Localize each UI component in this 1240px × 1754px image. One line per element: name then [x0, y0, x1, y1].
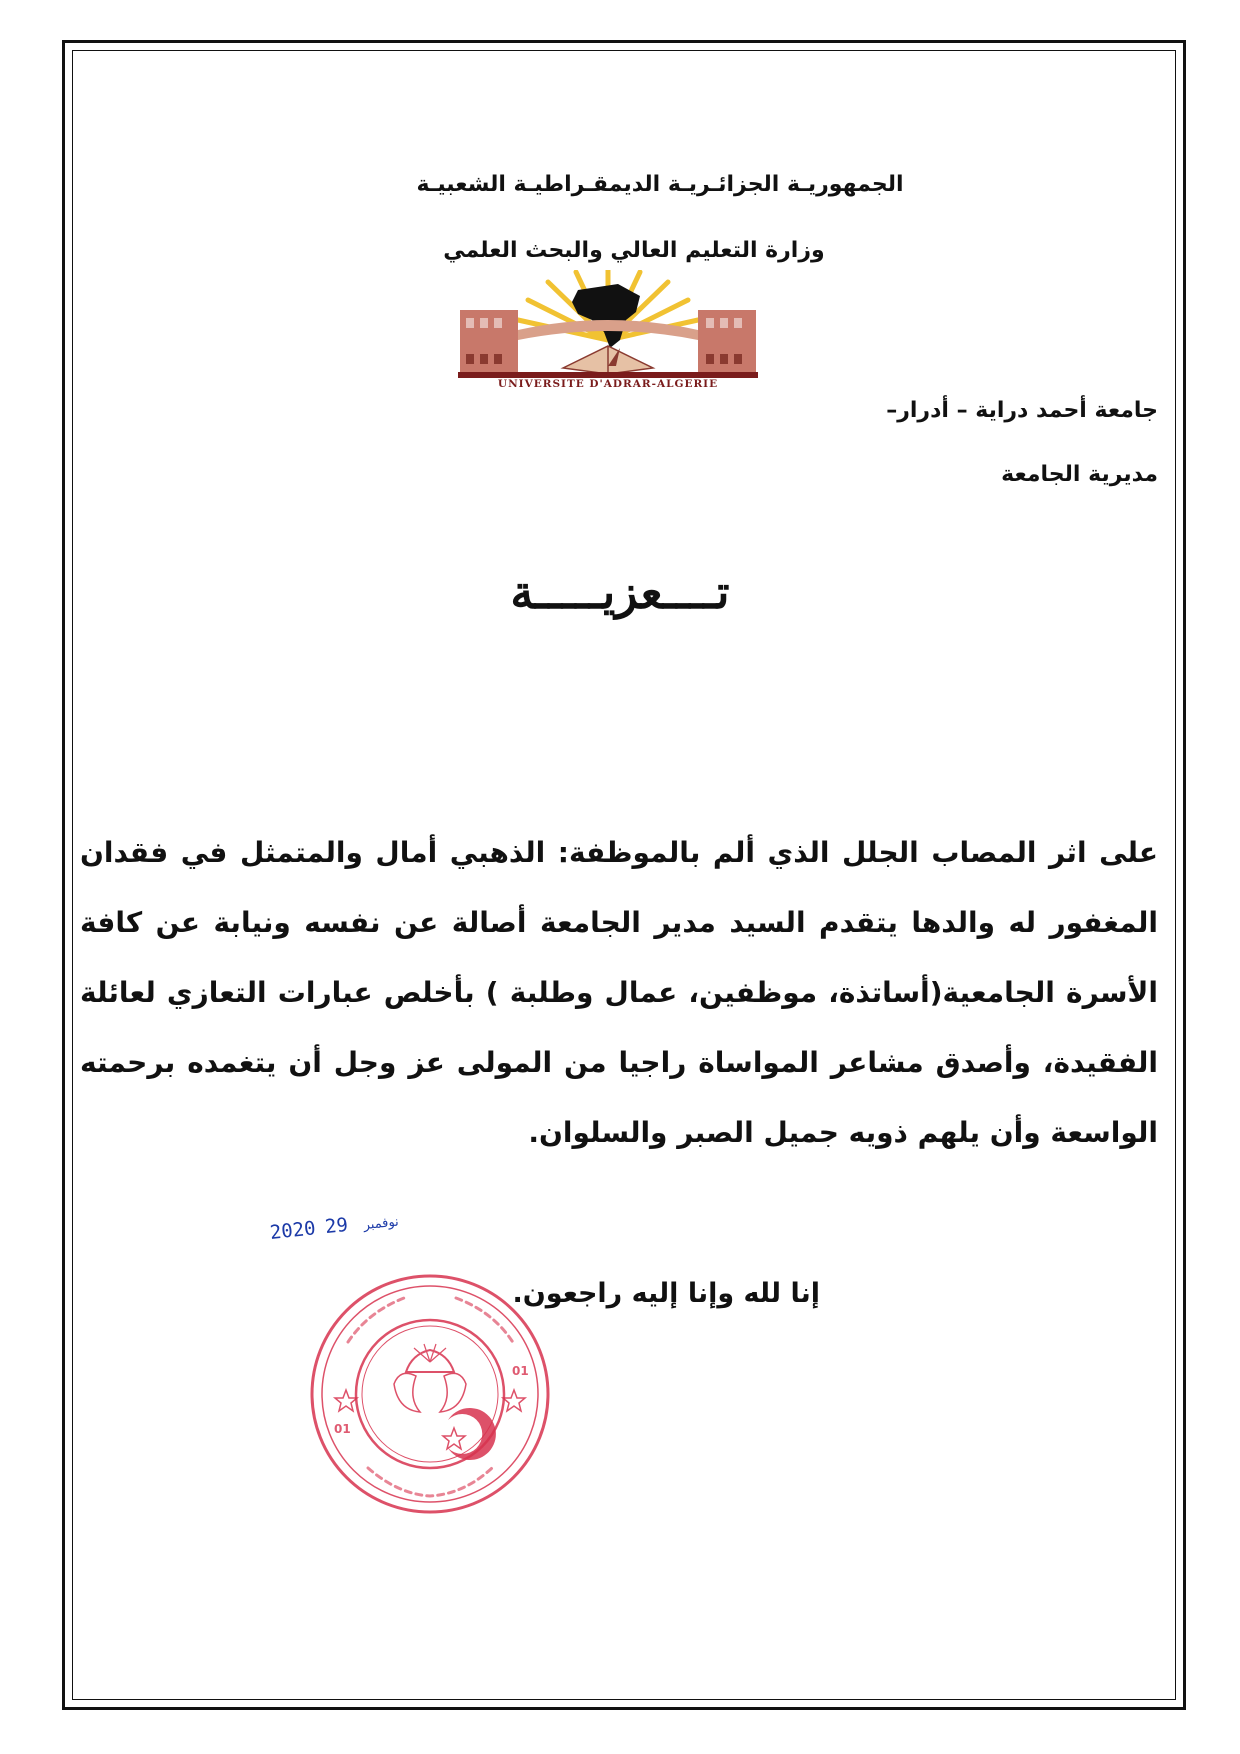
seal-number-left: 01	[334, 1422, 351, 1436]
condolence-body: على اثر المصاب الجلل الذي ألم بالموظفة: الذهبي أمال والمتمثل في فقدان المغفور له والدها يتقدم السيد مدير الجامعة أصالة عن نفسه ونيابة عن كافة الأسرة الجامعية(أساتذة، موظفين، عمال وطلبة ) بأخلص عبارات التعازي لعائلة الفقيدة، وأصدق مشاعر المواساة راجيا من المولى عز وجل أن يتغمده برحمته الواسعة وأن يلهم ذويه جميل الصبر والسلوان.	[80, 836, 1158, 1149]
seal-number-right: 01	[512, 1364, 529, 1378]
ministry-heading: وزارة التعليم العالي والبحث العلمي	[443, 238, 825, 263]
page-title: تــــعزيـــــة	[510, 565, 730, 619]
closing-phrase: إنا لله وإنا إليه راجعون.	[512, 1278, 820, 1309]
logo-caption: UNIVERSITE D'ADRAR-ALGERIE	[497, 378, 719, 390]
star-icon	[335, 1390, 357, 1411]
star-icon	[503, 1390, 525, 1411]
directorate-name: مديرية الجامعة	[1001, 462, 1158, 487]
university-name: جامعة أحمد دراية – أدرار–	[886, 398, 1158, 423]
date-stamp-day: 29	[323, 1213, 350, 1239]
algeria-emblem-icon	[394, 1344, 496, 1460]
date-stamp-month: نوفمبر	[362, 1214, 400, 1234]
republic-heading: الجمهوريـة الجزائـريـة الديمقـراطيـة الشعبيـة	[416, 172, 904, 197]
date-stamp-year: 2020	[268, 1217, 317, 1244]
